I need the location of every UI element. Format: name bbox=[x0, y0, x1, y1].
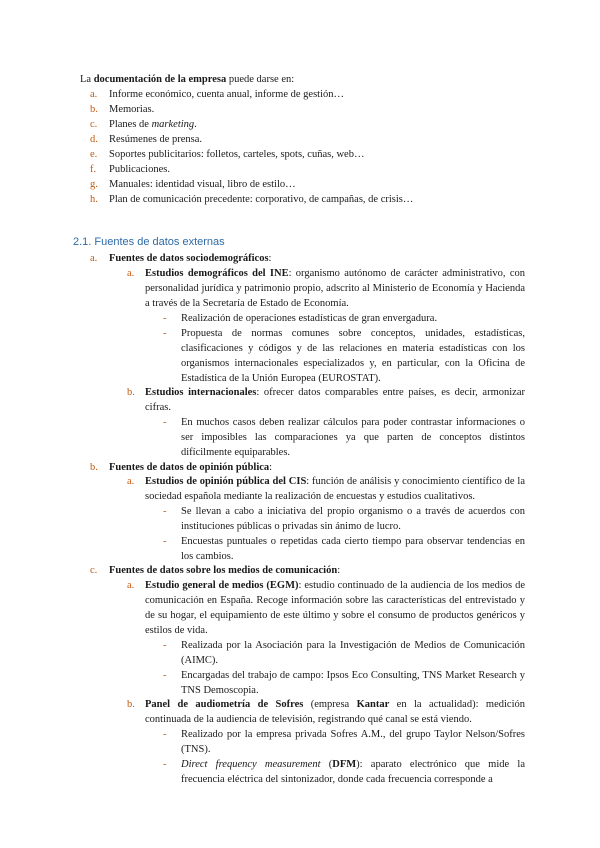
bullet-dash: - bbox=[163, 328, 167, 339]
bullet-dash: - bbox=[163, 759, 167, 770]
doc-list-label: c. bbox=[90, 119, 98, 130]
bullet-item-dfm: Direct frequency measurement (DFM): aparato electrónico que mide la frecuencia eléctrica del sintonizador, donde cada frecuencia corresponde a bbox=[181, 759, 525, 785]
bullet-item: Encargadas del trabajo de campo: Ipsos Eco Consulting, TNS Market Research y TNS Demoscopia. bbox=[181, 670, 525, 696]
source-label: c. bbox=[90, 565, 98, 576]
doc-list-item: Resúmenes de prensa. bbox=[109, 134, 203, 145]
bullet-dash: - bbox=[163, 313, 167, 324]
section-heading: 2.1. Fuentes de datos externas bbox=[73, 236, 225, 248]
bullet-item: Propuesta de normas comunes sobre conceptos, unidades, estadísticas, clasificaciones y códigos y de las relaciones en materia estadísticas con los organismos internacionales especializados y, en particular, con la Oficina de Estadística de la Unión Europea (EUROSTAT). bbox=[181, 328, 525, 384]
source-title: Fuentes de datos de opinión pública: bbox=[109, 462, 273, 473]
bullet-dash: - bbox=[163, 506, 167, 517]
bullet-dash: - bbox=[163, 417, 167, 428]
bullet-dash: - bbox=[163, 640, 167, 651]
doc-list-item: Planes de marketing. bbox=[109, 119, 197, 130]
bullet-item: Realización de operaciones estadísticas de gran envergadura. bbox=[181, 313, 438, 324]
intro-pre: La bbox=[80, 74, 94, 85]
sub-label: a. bbox=[127, 268, 135, 279]
sub-item-internacionales: Estudios internacionales: ofrecer datos comparables entre países, es decir, armonizar cifras. bbox=[145, 387, 525, 413]
source-title: Fuentes de datos sociodemográficos: bbox=[109, 253, 272, 264]
doc-list-label: d. bbox=[90, 134, 98, 145]
doc-list-item: Memorias. bbox=[109, 104, 155, 115]
source-label: a. bbox=[90, 253, 98, 264]
doc-list-item: Manuales: identidad visual, libro de estilo… bbox=[109, 179, 296, 190]
bullet-dash: - bbox=[163, 536, 167, 547]
sub-label: b. bbox=[127, 699, 135, 710]
doc-list-label: b. bbox=[90, 104, 98, 115]
intro-bold: documentación de la empresa bbox=[93, 74, 227, 85]
bullet-item: Se llevan a cabo a iniciativa del propio organismo o a través de acuerdos con instituciones públicas o privadas sin ánimo de lucro. bbox=[181, 506, 525, 532]
bullet-dash: - bbox=[163, 729, 167, 740]
sub-item-cis: Estudios de opinión pública del CIS: función de análisis y conocimiento científico de la sociedad española mediante la realización de encuestas y estudios cualitativos. bbox=[145, 476, 525, 502]
bullet-item: Realizada por la Asociación para la Investigación de Medios de Comunicación (AIMC). bbox=[181, 640, 525, 666]
sub-item-ine: Estudios demográficos del INE: organismo autónomo de carácter administrativo, con personalidad jurídica y patrimonio propio, adscrito al Ministerio de Economía y Hacienda a través de la Secretaría de Estado de Economía. bbox=[145, 268, 525, 309]
sub-item-egm: Estudio general de medios (EGM): estudio continuado de la audiencia de los medios de comunicación en España. Recoge información sobre las características del entrevistado y de su hogar, el equipamiento de este último y sobre el consumo de productos genéricos y estilos de vida. bbox=[145, 580, 525, 636]
sub-label: b. bbox=[127, 387, 135, 398]
intro-post: puede darse en: bbox=[226, 74, 295, 85]
bullet-dash: - bbox=[163, 670, 167, 681]
bullet-item: En muchos casos deben realizar cálculos para poder contrastar informaciones o ser imposibles las comparaciones ya que parten de conceptos distintos difícilmente equiparables. bbox=[181, 417, 525, 458]
sub-label: a. bbox=[127, 580, 135, 591]
doc-list-item: Plan de comunicación precedente: corporativo, de campañas, de crisis… bbox=[109, 194, 414, 205]
doc-list-label: g. bbox=[90, 179, 98, 190]
doc-list-label: h. bbox=[90, 194, 98, 205]
bullet-item: Realizado por la empresa privada Sofres A.M., del grupo Taylor Nelson/Sofres (TNS). bbox=[181, 729, 525, 755]
doc-list-item: Informe económico, cuenta anual, informe de gestión… bbox=[109, 89, 344, 100]
bullet-item: Encuestas puntuales o repetidas cada cierto tiempo para observar tendencias en los cambios. bbox=[181, 536, 525, 562]
doc-list-item: Soportes publicitarios: folletos, carteles, spots, cuñas, web… bbox=[109, 149, 365, 160]
doc-list-label: e. bbox=[90, 149, 98, 160]
intro-paragraph bbox=[80, 72, 520, 87]
source-label: b. bbox=[90, 462, 98, 473]
sub-label: a. bbox=[127, 476, 135, 487]
source-title: Fuentes de datos sobre los medios de comunicación: bbox=[109, 565, 341, 576]
sub-item-sofres: Panel de audiometría de Sofres (empresa Kantar en la actualidad): medición continuada de la audiencia de televisión, registrando qué canal se está viendo. bbox=[145, 699, 525, 725]
doc-list-label: f. bbox=[90, 164, 97, 175]
doc-list-item: Publicaciones. bbox=[109, 164, 170, 175]
doc-list-label: a. bbox=[90, 89, 98, 100]
